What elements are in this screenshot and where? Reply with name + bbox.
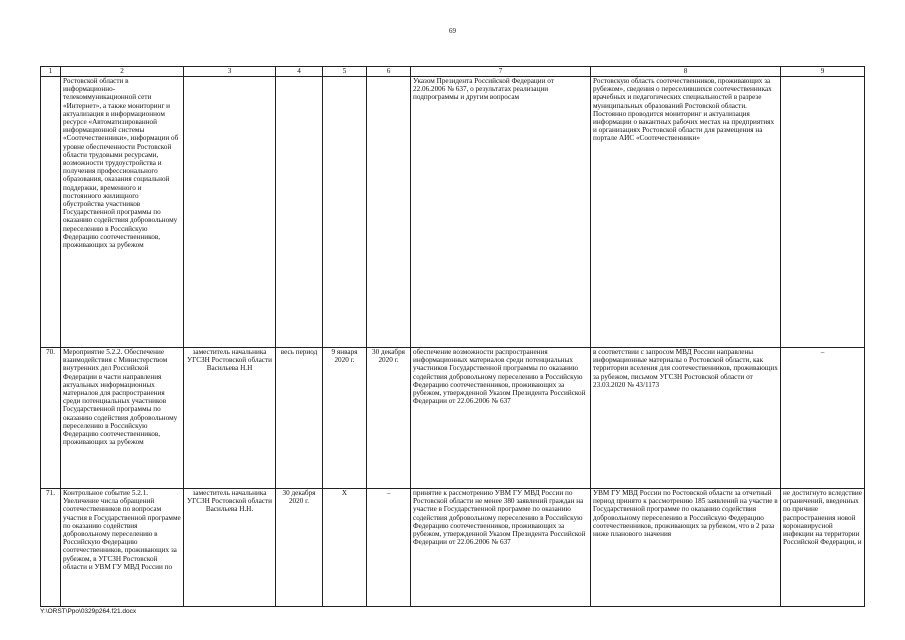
actual-result: Ростовскую область соотечественников, проживающих за рубежом», сведения о переселившихся соотечественниках врачебных и педагогических специальностей в разрезе муниципальных образований Ростовской области. Постоянно проводится мониторинг и актуализация информации о вакантных рабочих местах на предприятиях и организациях Ростовской области для размещения на портале АИС «Соотечественники» (591, 77, 781, 348)
responsible-person (184, 77, 276, 348)
page-number: 69 (449, 27, 456, 35)
responsible-person: заместитель начальника УГСЗН Ростовской области Васильева Н.Н. (184, 489, 276, 607)
header-cell: 3 (184, 67, 276, 77)
row-number: 71. (41, 489, 61, 607)
measures-table (40, 66, 865, 607)
expected-result: принятие к рассмотрению УВМ ГУ МВД России по Ростовской области не менее 380 заявлений граждан на участие в Государственной программе по оказанию содействия добровольному переселению в Российскую Федерацию соотечественников, проживающих за рубежом, утвержденной Указом Президента Российской Федерации от 22.06.2006 № 637 (411, 489, 591, 607)
actual-result: в соответствии с запросом МВД России направлены информационные материалы о Ростовской области, как территории вселения для соотечественников, проживающих за рубежом, письмом УГСЗН Ростовской области от 23.03.2020 № 43/1173 (591, 348, 781, 489)
actual-result: УВМ ГУ МВД России по Ростовской области за отчетный период принято к рассмотрению 185 заявлений на участие в Государственной программе по оказанию содействия добровольному переселению в Российскую Федерацию соотечественников, проживающих за рубежом, что в 2 раза ниже планового значения (591, 489, 781, 607)
period (276, 77, 323, 348)
note (781, 77, 865, 348)
table-row (41, 348, 865, 489)
header-cell: 9 (781, 67, 865, 77)
expected-result: обеспечение возможности распространения информационных материалов среди потенциальных участников Государственной программы по оказанию содействия добровольному переселению в Российскую Федерацию соотечественников, проживающих за рубежом, утвержденной Указом Президента Российской Федерации от 22.06.2006 № 637 (411, 348, 591, 489)
table-header-row (41, 67, 865, 77)
period: 30 декабря 2020 г. (276, 489, 323, 607)
header-cell: 1 (41, 67, 61, 77)
end-date: 30 декабря 2020 г. (367, 348, 411, 489)
table-row (41, 77, 865, 348)
expected-result: Указом Президента Российской Федерации от 22.06.2006 № 637, о результатах реализации подпрограммы и другим вопросам (411, 77, 591, 348)
start-date: 9 января 2020 г. (323, 348, 367, 489)
period: весь период (276, 348, 323, 489)
header-cell: 5 (323, 67, 367, 77)
start-date: Х (323, 489, 367, 607)
note: не достигнуто вследствие ограничений, введенных по причине распространения новой коронавирусной инфекции на территории Российской Федерации, и (781, 489, 865, 607)
header-cell: 6 (367, 67, 411, 77)
end-date (367, 77, 411, 348)
table-row (41, 489, 865, 607)
header-cell: 7 (411, 67, 591, 77)
header-cell: 8 (591, 67, 781, 77)
end-date: – (367, 489, 411, 607)
header-cell: 2 (61, 67, 184, 77)
measure-description: Мероприятие 5.2.2. Обеспечение взаимодействия с Министерством внутренних дел Российской Федерации в части направления актуальных информационных материалов для распространения среди потенциальных участников Государственной программы по оказанию содействия добровольному переселению в Российскую Федерацию соотечественников, проживающих за рубежом (61, 348, 184, 489)
measure-description: Контрольное событие 5.2.1. Увеличение числа обращений соотечественников по вопросам участия в Государственной программе по оказанию содействия добровольному переселению в Российскую Федерацию соотечественников, проживающих за рубежом, в УГСЗН Ростовской области и УВМ ГУ МВД России по (61, 489, 184, 607)
measure-description: Ростовской области в информационно-телекоммуникационной сети «Интернет», а также мониторинг и актуализация в информационном ресурсе «Автоматизированной информационной системы «Соотечественники», информации об уровне обеспеченности Ростовской области трудовыми ресурсами, возможности трудоустройства и получения профессионального образования, оказания социальной поддержки, временного и постоянного жилищного обустройства участников Государственной программы по оказанию содействия добровольному переселению в Российскую Федерацию соотечественников, проживающих за рубежом (61, 77, 184, 348)
note: – (781, 348, 865, 489)
header-cell: 4 (276, 67, 323, 77)
row-number (41, 77, 61, 348)
file-path-footer: Y:\ORST\Ppo\0329p264.f21.docx (40, 608, 137, 615)
start-date (323, 77, 367, 348)
responsible-person: заместитель начальника УГСЗН Ростовской области Васильева Н.Н (184, 348, 276, 489)
row-number: 70. (41, 348, 61, 489)
